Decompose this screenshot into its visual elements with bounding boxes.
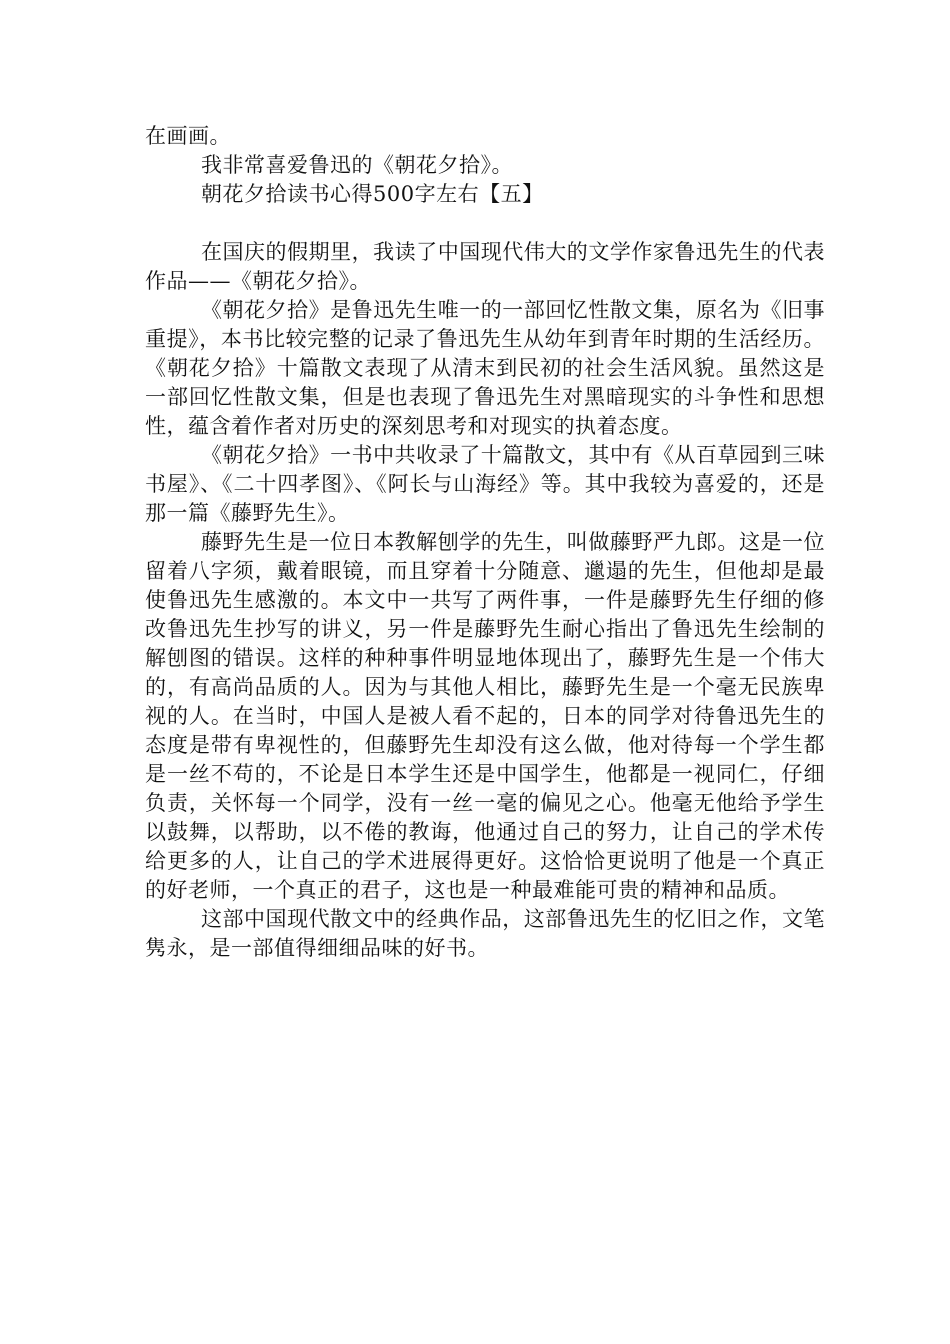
- paragraph-intro: 在国庆的假期里，我读了中国现代伟大的文学作家鲁迅先生的代表作品——《朝花夕拾》。: [145, 240, 825, 293]
- paragraph-book-overview: 《朝花夕拾》是鲁迅先生唯一的一部回忆性散文集，原名为《旧事重提》，本书比较完整的记录了鲁迅先生从幼年到青年时期的生活经历。《朝花夕拾》十篇散文表现了从清末到民初的社会生活风貌。虽然这是一部回忆性散文集，但是也表现了鲁迅先生对黑暗现实的斗争性和思想性，蕴含着作者对历史的深刻思考和对现实的执着态度。: [145, 298, 825, 438]
- section-heading: 朝花夕拾读书心得500字左右【五】: [201, 182, 544, 206]
- paragraph-conclusion: 这部中国现代散文中的经典作品，这部鲁迅先生的忆旧之作，文笔隽永，是一部值得细细品味的好书。: [145, 907, 825, 960]
- paragraph-closing-line: 我非常喜爱鲁迅的《朝花夕拾》。: [201, 153, 513, 177]
- document-body: [145, 122, 825, 963]
- paragraph-continuation: 在画画。: [145, 124, 231, 148]
- blank-line: [145, 209, 825, 238]
- paragraph-fujino: 藤野先生是一位日本教解刨学的先生，叫做藤野严九郎。这是一位留着八字须，戴着眼镜，而且穿着十分随意、邋遢的先生，但他却是最使鲁迅先生感激的。本文中一共写了两件事，一件是藤野先生仔细的修改鲁迅先生抄写的讲义，另一件是藤野先生耐心指出了鲁迅先生绘制的解刨图的错误。这样的种种事件明显地体现出了，藤野先生是一个伟大的，有高尚品质的人。因为与其他人相比，藤野先生是一个毫无民族卑视的人。在当时，中国人是被人看不起的，日本的同学对待鲁迅先生的态度是带有卑视性的，但藤野先生却没有这么做，他对待每一个学生都是一丝不苟的，不论是日本学生还是中国学生，他都是一视同仁，仔细负责，关怀每一个同学，没有一丝一毫的偏见之心。他毫无他给予学生以鼓舞，以帮助，以不倦的教诲，他通过自己的努力，让自己的学术传给更多的人，让自己的学术进展得更好。这恰恰更说明了他是一个真正的好老师，一个真正的君子，这也是一种最难能可贵的精神和品质。: [145, 530, 825, 902]
- paragraph-contents: 《朝花夕拾》一书中共收录了十篇散文，其中有《从百草园到三味书屋》、《二十四孝图》、《阿长与山海经》等。其中我较为喜爱的，还是那一篇《藤野先生》。: [145, 443, 825, 525]
